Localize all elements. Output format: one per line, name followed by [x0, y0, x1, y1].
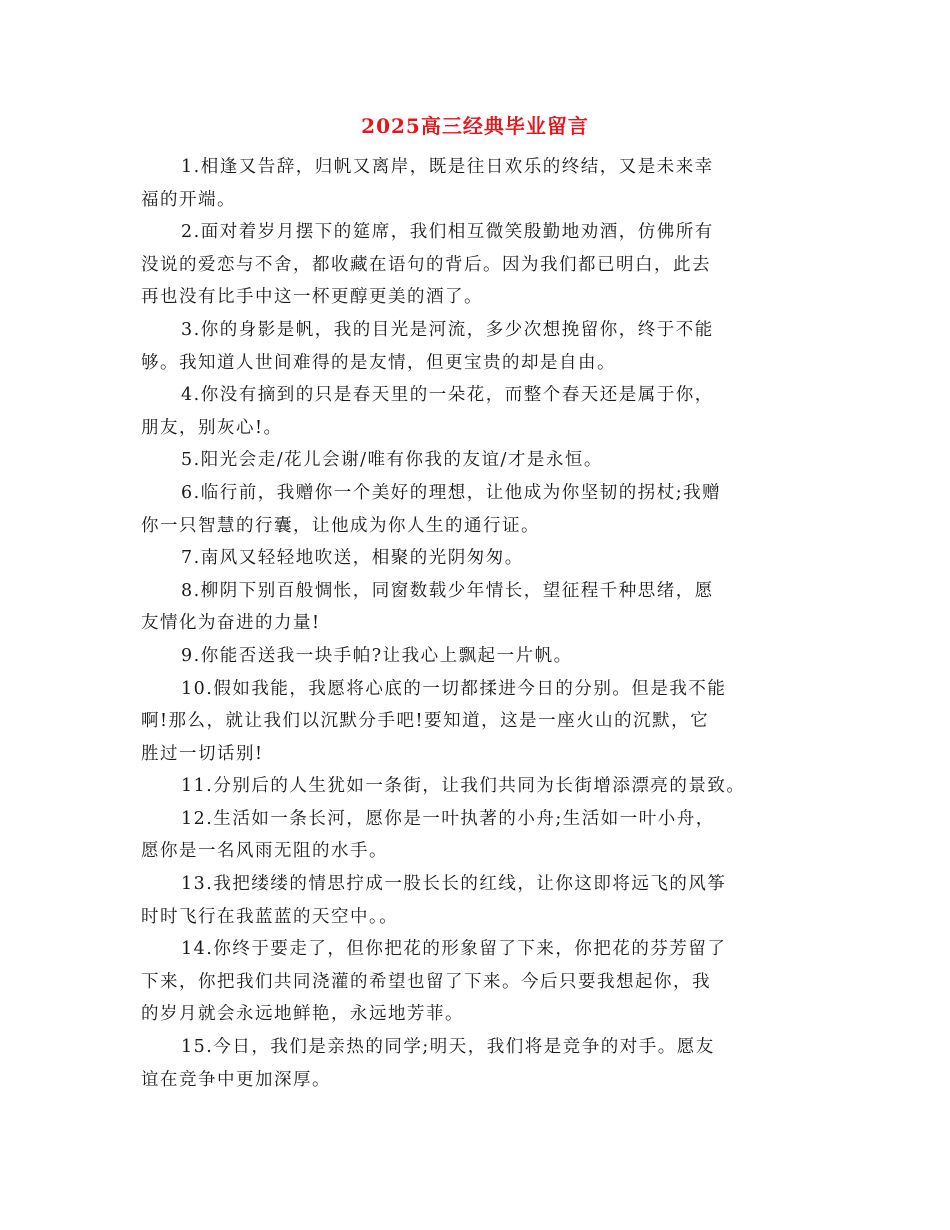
paragraph-10: 10.假如我能，我愿将心底的一切都揉进今日的分别。但是我不能 啊!那么，就让我们以沉默分手吧!要知道，这是一座火山的沉默，它 胜过一切话别! [141, 678, 727, 764]
document-body [141, 151, 821, 1096]
paragraph-3: 3.你的身影是帆，我的目光是河流，多少次想挽留你，终于不能 够。我知道人世间难得的是友情，但更宝贵的却是自由。 [141, 319, 714, 373]
document-title: 2025高三经典毕业留言 [361, 114, 589, 138]
paragraph-5: 5.阳光会走/花儿会谢/唯有你我的友谊/才是永恒。 [181, 450, 603, 471]
paragraph-2: 2.面对着岁月摆下的筵席，我们相互微笑殷勤地劝酒，仿佛所有 没说的爱恋与不舍，都收藏在语句的背后。因为我们都已明白，此去 再也没有比手中这一杯更醇更美的酒了。 [141, 222, 714, 308]
paragraph-9: 9.你能否送我一块手帕?让我心上飘起一片帆。 [181, 645, 573, 666]
paragraph-7: 7.南风又轻轻地吹送，相聚的光阴匆匆。 [181, 548, 524, 569]
paragraph-15: 15.今日，我们是亲热的同学;明天，我们将是竞争的对手。愿友 谊在竞争中更加深厚。 [141, 1037, 715, 1090]
paragraph-8: 8.柳阴下别百般惆怅，同窗数载少年情长，望征程千种思绪，愿 友情化为奋进的力量! [141, 580, 714, 634]
paragraph-12: 12.生活如一条长河，愿你是一叶执著的小舟;生活如一叶小舟， 愿你是一名风雨无阻的水手。 [141, 808, 715, 862]
paragraph-13: 13.我把缕缕的情思拧成一股长长的红线，让你这即将远飞的风筝 时时飞行在我蓝蓝的天空中。。 [141, 874, 727, 927]
paragraph-6: 6.临行前，我赠你一个美好的理想，让他成为你坚韧的拐杖;我赠 你一只智慧的行囊，让他成为你人生的通行证。 [141, 482, 722, 536]
paragraph-1: 1.相逢又告辞，归帆又离岸，既是往日欢乐的终结，又是未来幸 福的开端。 [141, 157, 714, 210]
paragraph-11: 11.分别后的人生犹如一条街，让我们共同为长街增添漂亮的景致。 [181, 776, 746, 797]
paragraph-14: 14.你终于要走了，但你把花的形象留了下来，你把花的芬芳留了 下来，你把我们共同浇灌的希望也留了下来。今后只要我想起你，我 的岁月就会永远地鲜艳，永远地芳菲。 [141, 939, 727, 1025]
paragraph-4: 4.你没有摘到的只是春天里的一朵花，而整个春天还是属于你， 朋友，别灰心!。 [141, 385, 714, 438]
